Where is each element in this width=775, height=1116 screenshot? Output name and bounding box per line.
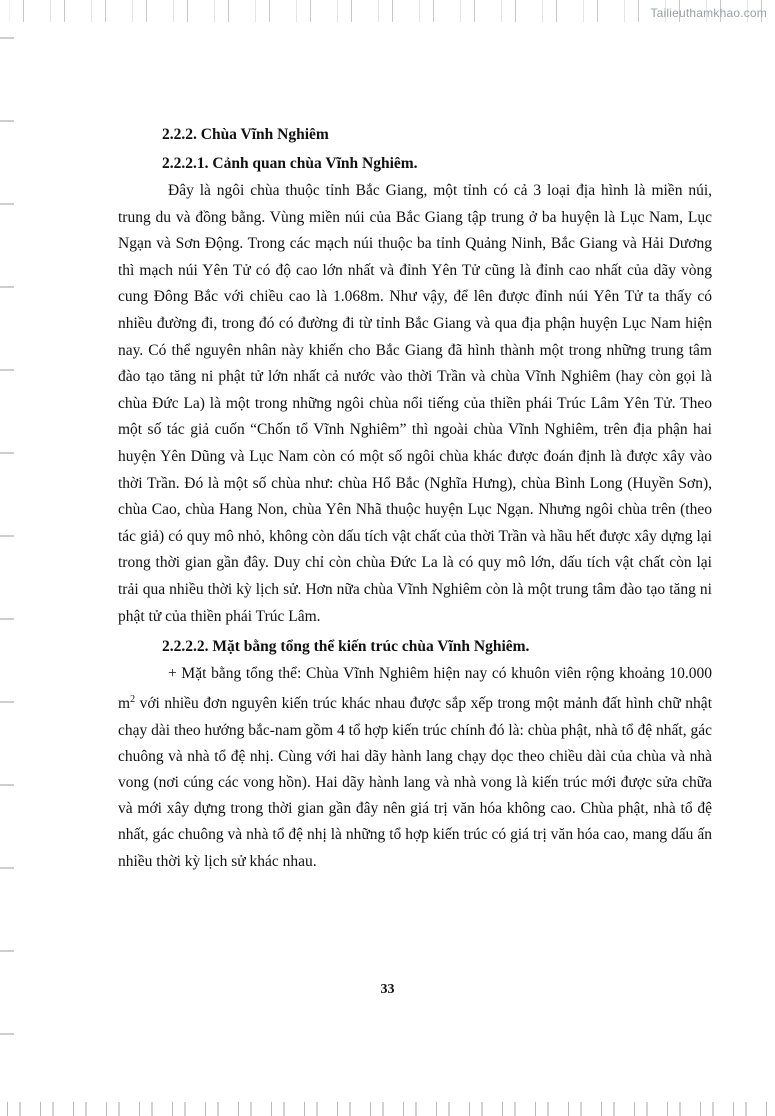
subsection-heading-1: 2.2.2.1. Cảnh quan chùa Vĩnh Nghiêm. xyxy=(162,155,418,172)
watermark: Tailieuthamkhao.com xyxy=(650,6,767,20)
superscript-2: 2 xyxy=(130,694,136,706)
section-heading: 2.2.2. Chùa Vĩnh Nghiêm xyxy=(162,126,329,143)
paragraph-layout-text-1: + Mặt bằng tổng thể: Chùa Vĩnh Nghiêm hiện nay có khuôn viên rộng khoảng 10.000 m xyxy=(118,665,712,713)
scan-edge-bottom xyxy=(0,1102,775,1116)
paragraph-layout-text-2: với nhiều đơn nguyên kiến trúc khác nhau được sắp xếp trong một mảnh đất hình chữ nhật chạy dài theo hướng bắc-nam gồm 4 tổ hợp kiến trúc chính đó là: chùa phật, nhà tổ đệ nhất, gác chuông và nhà tổ đệ nhị. Cùng với hai dãy hành lang chạy dọc theo chiều dài của chùa và nhà vong (nơi cúng các vong hồn). Hai dãy hành lang và nhà vong là kiến trúc mới được sửa chữa và mới xây dựng trong thời gian gần đây nên giá trị văn hóa không cao. Chùa phật, nhà tổ đệ nhất, gác chuông và nhà tổ đệ nhị là những tổ hợp kiến trúc có giá trị văn hóa cao, mang dấu ấn nhiều thời kỳ lịch sử khác nhau. xyxy=(118,695,712,870)
page-number: 33 xyxy=(380,982,395,997)
scan-edge-left xyxy=(0,0,14,1116)
subsection-heading-2: 2.2.2.2. Mặt bằng tổng thể kiến trúc chùa Vĩnh Nghiêm. xyxy=(162,638,530,656)
page-content xyxy=(118,120,712,875)
paragraph-layout xyxy=(118,661,712,875)
paragraph-landscape: Đây là ngôi chùa thuộc tỉnh Bắc Giang, một tỉnh có cả 3 loại địa hình là miền núi, trung du và đồng bằng. Vùng miền núi của Bắc Giang tập trung ở ba huyện là Lục Nam, Lục Ngạn và Sơn Động. Trong các mạch núi thuộc ba tỉnh Quảng Ninh, Bắc Giang và Hải Dương thì mạch núi Yên Tử có độ cao lớn nhất và đỉnh Yên Tử cũng là đỉnh cao nhất của dãy vòng cung Đông Bắc với chiều cao là 1.068m. Như vậy, để lên được đỉnh núi Yên Tử ta thấy có nhiều đường đi, trong đó có đường đi từ tỉnh Bắc Giang và qua địa phận huyện Lục Nam hiện nay. Có thể nguyên nhân này khiến cho Bắc Giang đã hình thành một trong những trung tâm đào tạo tăng ni phật tử lớn nhất cả nước vào thời Trần và chùa Vĩnh Nghiêm (hay còn gọi là chùa Đức La) là một trong những ngôi chùa nổi tiếng của thiền phái Trúc Lâm Yên Tử. Theo một số tác giả cuốn “Chốn tổ Vĩnh Nghiêm” thì ngoài chùa Vĩnh Nghiêm, trên địa phận hai huyện Yên Dũng và Lục Nam còn có một số ngôi chùa khác được đoán định là được xây vào thời Trần. Đó là một số chùa như: chùa Hổ Bắc (Nghĩa Hưng), chùa Bình Long (Huyền Sơn), chùa Cao, chùa Hang Non, chùa Yên Nhã thuộc huyện Lục Ngạn. Nhưng ngôi chùa trên (theo tác giả) có quy mô nhỏ, không còn dấu tích vật chất của thời Trần và hầu hết được xây dựng lại trong thời gian gần đây. Duy chỉ còn chùa Đức La là có quy mô lớn, dấu tích vật chất còn lại trải qua nhiều thời kỳ lịch sử. Hơn nữa chùa Vĩnh Nghiêm còn là một trung tâm đào tạo tăng ni phật tử của thiền phái Trúc Lâm. xyxy=(118,182,712,625)
